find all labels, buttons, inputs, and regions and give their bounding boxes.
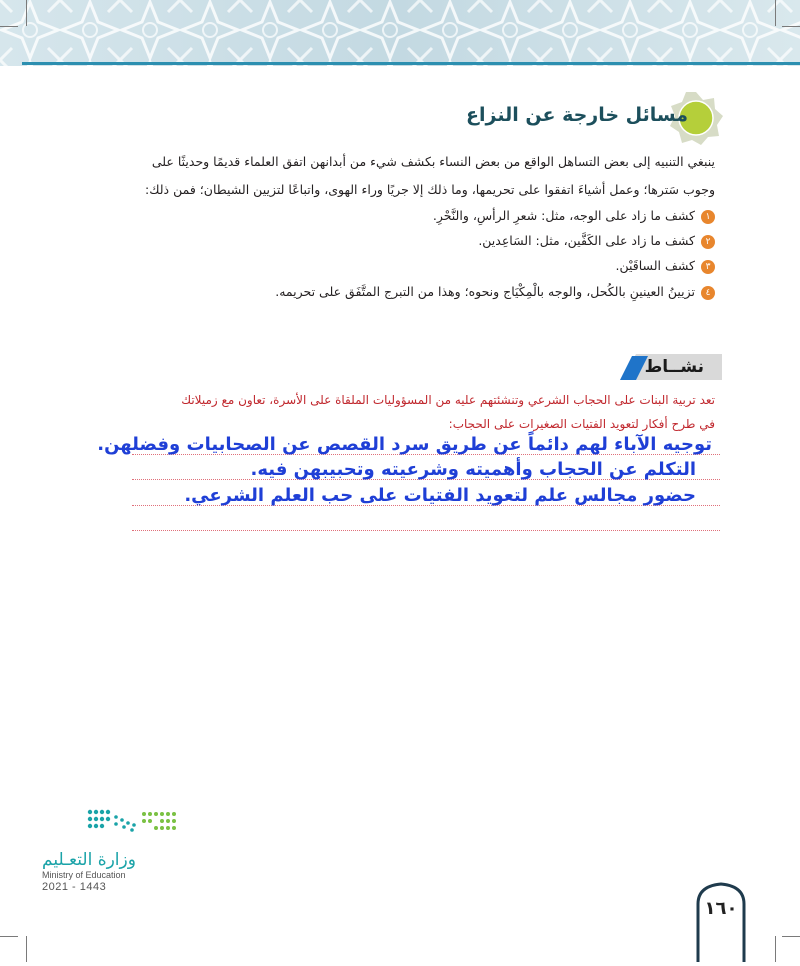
list-item-text: كشف الساقَيْن. (615, 258, 695, 273)
intro-line-2: وجوب سَترها؛ وعمل أشياءَ اتفقوا على تحريمها، وما ذلك إلا جريًا وراء الهوى، واتباعًا لتزيين الشيطان؛ فمن ذلك: (145, 182, 715, 197)
list-item-text: تزيينُ العينينِ بالكُحل، والوجه بالْمِكْيَاج ونحوه؛ وهذا من التبرج المتَّفَق على تحريمه. (275, 284, 695, 299)
ministry-year: 2021 - 1443 (42, 881, 107, 893)
list-item (275, 284, 715, 300)
activity-prompt-line-2: في طرح أفكار لتعويد الفتيات الصغيرات على الحجاب: (448, 417, 715, 431)
list-number-badge: ٢ (701, 235, 715, 249)
header-band (0, 0, 800, 66)
list-number-badge: ٣ (701, 260, 715, 274)
intro-line-1: ينبغي التنبيه إلى بعض التساهل الواقع من بعض النساء بكشف شيء من أبدانهن اتفق العلماء قديمًا وحديثًا على (151, 154, 715, 169)
crop-mark (26, 936, 27, 962)
activity-label: نشــاط (644, 357, 704, 377)
activity-prompt-line-1: تعد تربية البنات على الحجاب الشرعي وتنشئتهم عليه من المسؤوليات الملقاة على الأسرة، تعاون مع زميلاتك (181, 393, 715, 407)
answer-line (132, 530, 720, 531)
crop-mark (782, 26, 800, 27)
list-item (478, 233, 715, 249)
page-number-frame (692, 882, 750, 962)
answer-text: التكلم عن الحجاب وأهميته وشرعيته وتحبيبهن فيه. (250, 459, 696, 480)
list-item-text: كشف ما زاد على الكَفَّين، مثل: السَاعِدين. (478, 233, 695, 248)
header-divider (22, 62, 800, 65)
ministry-logo-icon (86, 808, 178, 834)
list-item (433, 208, 715, 224)
list-item (616, 258, 716, 274)
list-item-text: كشف ما زاد على الوجه، مثل: شعرِ الرأسِ، والنَّحْرِ. (432, 208, 695, 223)
header-pattern (0, 0, 800, 66)
list-number-badge: ٤ (701, 286, 715, 300)
answer-text: حضور مجالس علم لتعويد الفتيات على حب العلم الشرعي. (184, 485, 696, 506)
answer-text: توجيه الآباء لهم دائماً عن طريق سرد القصص عن الصحابيات وفضلهن. (97, 434, 712, 455)
crop-mark (782, 936, 800, 937)
ministry-name-english: Ministry of Education (42, 870, 126, 880)
crop-mark (0, 26, 18, 27)
crop-mark (26, 0, 27, 26)
crop-mark (775, 936, 776, 962)
crop-mark (775, 0, 776, 26)
list-number-badge: ١ (701, 210, 715, 224)
page-number: ١٦٠ (704, 898, 738, 919)
ministry-name-arabic: وزارة التعـليم (42, 850, 136, 870)
crop-mark (0, 936, 18, 937)
section-title: مسائل خارجة عن النزاع (466, 104, 688, 126)
